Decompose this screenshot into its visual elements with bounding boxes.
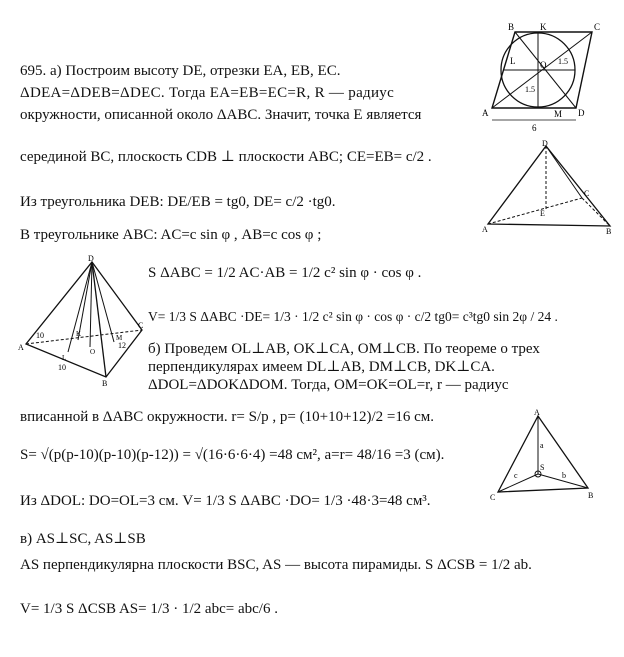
label-L: L (510, 56, 516, 66)
label-B3: B (102, 379, 108, 387)
line-01: 695. а) Построим высоту DE, отрезки EA, EB, EC. (20, 63, 341, 79)
label-O: O (540, 60, 547, 70)
line-17: V= 1/3 S ΔCSB AS= 1/3 · 1/2 abc= abc/6 . (20, 601, 278, 617)
label-6: 6 (532, 123, 537, 133)
line-05: Из треугольника DEB: DE/EB = tg0, DE= c/2 ·tg0. (20, 194, 336, 210)
label-B: B (508, 22, 515, 32)
label-C2: C (584, 189, 590, 198)
line-10: перпендикулярах имеем DL⊥AB, DM⊥CB, DK⊥CA. (148, 359, 495, 375)
label-c4: c (514, 471, 518, 480)
label-D2: D (542, 140, 548, 148)
rhombus-figure (480, 20, 610, 135)
line-11: ΔDOL=ΔDOKΔDOM. Тогда, OM=OK=OL=r, r — радиус (148, 377, 509, 393)
line-09: б) Проведем OL⊥AB, OK⊥CA, OM⊥CB. По теореме о трех (148, 341, 540, 357)
line-04: серединой BC, плоскость CDB ⊥ плоскости ABC; CE=EB= c/2 . (20, 149, 432, 165)
label-O3: O (90, 348, 96, 356)
label-S4: S (540, 463, 545, 472)
line-02: ΔDEA=ΔDEB=ΔDEC. Тогда EA=EB=EC=R, R — радиус (20, 85, 395, 101)
line-12: вписанной в ΔABC окружности. r= S/p , p= (10+10+12)/2 =16 см. (20, 409, 435, 425)
label-C4: C (490, 493, 496, 502)
label-K3: K (76, 330, 82, 338)
line-03: окружности, описанной около ΔABC. Значит, точка E является (20, 107, 422, 123)
label-10b: 10 (58, 363, 66, 372)
line-13: S= √(p(p-10)(p-10)(p-12)) = √(16·6·6·4) =48 см², a=r= 48/16 =3 (см). (20, 447, 445, 463)
label-1-5b: 1.5 (525, 85, 535, 94)
line-16: AS перпендикулярна плоскости BSC, AS — высота пирамиды. S ΔCSB = 1/2 ab. (20, 557, 532, 573)
label-E2: E (540, 209, 545, 218)
line-07: S ΔABC = 1/2 AC·AB = 1/2 c² sin φ · cos φ . (148, 265, 422, 281)
label-12: 12 (118, 341, 126, 350)
label-10a: 10 (36, 331, 44, 340)
label-A3: A (18, 343, 24, 352)
pyramid-mid-figure (18, 252, 148, 387)
label-A: A (482, 108, 489, 118)
label-B2: B (606, 227, 612, 235)
label-C3: C (138, 321, 144, 330)
label-K: K (540, 22, 547, 32)
tetra-figure (488, 408, 598, 508)
line-15: в) AS⊥SC, AS⊥SB (20, 531, 146, 547)
label-M3: M (116, 334, 123, 342)
line-08: V= 1/3 S ΔABC ·DE= 1/3 · 1/2 c² sin φ · cos φ · c/2 tg0= c³tg0 sin 2φ / 24 . (148, 309, 558, 324)
label-A4: A (534, 408, 540, 417)
label-1-5a: 1.5 (558, 57, 568, 66)
label-B4: B (588, 491, 594, 500)
label-a4: a (540, 441, 544, 450)
pyramid-top-figure (482, 140, 617, 235)
label-b4: b (562, 471, 566, 480)
label-D3: D (88, 254, 94, 263)
label-D: D (578, 108, 585, 118)
line-14: Из ΔDOL: DO=OL=3 см. V= 1/3 S ΔABC ·DO= 1/3 ·48·3=48 см³. (20, 493, 431, 509)
line-06: В треугольнике ABC: AC=c sin φ , AB=c cos φ ; (20, 227, 322, 243)
label-A2: A (482, 225, 488, 234)
label-M: M (554, 109, 563, 119)
label-C: C (594, 22, 601, 32)
label-L3: L (62, 354, 67, 362)
